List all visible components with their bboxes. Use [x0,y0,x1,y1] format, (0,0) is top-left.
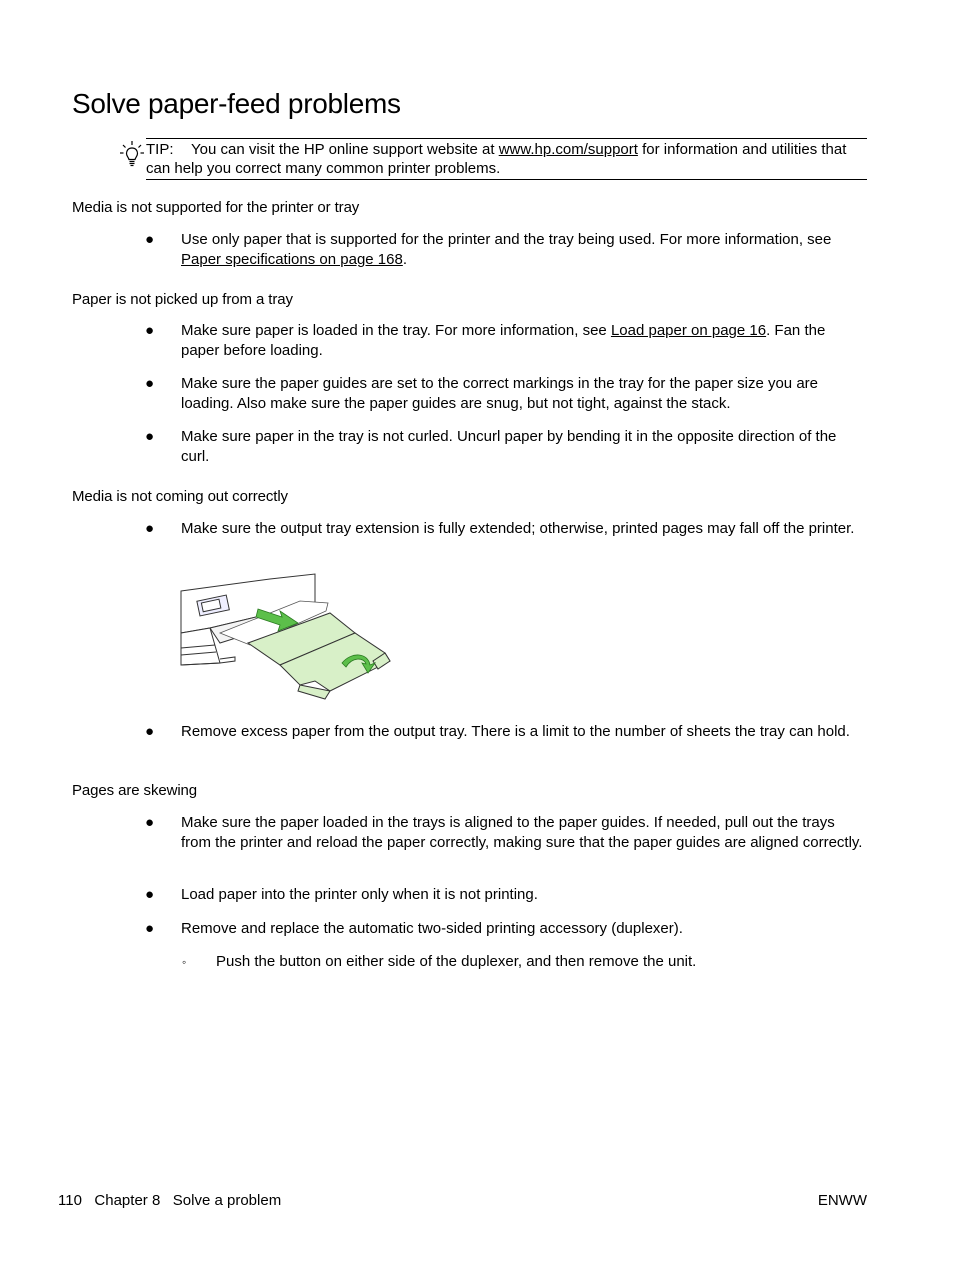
footer-enww: ENWW [817,1192,867,1209]
list-item: Remove and replace the automatic two-sided printing accessory (duplexer). [181,920,683,937]
tip-label: TIP: [146,141,174,158]
printer-output-tray-illustration [180,573,392,701]
bullet: ● [145,814,155,831]
list-item [181,230,867,269]
list-item: Load paper into the printer only when it is not printing. [181,886,538,903]
item-text: Use only paper that is supported for the printer and the tray being used. For more information, see [181,231,832,248]
page-title: Solve paper-feed problems [72,88,401,119]
paper-specifications-link[interactable]: Paper specifications on page 168 [181,250,403,268]
bullet: ● [145,520,155,537]
heading-skewing: Pages are skewing [72,782,198,799]
heading-media-not-supported: Media is not supported for the printer or tray [72,199,360,216]
item-text-end: . Fan the paper before loading. [181,322,826,359]
list-item: Make sure paper in the tray is not curled. Uncurl paper by bending it in the opposite direction of the curl. [181,428,837,465]
sub-list-item: Push the button on either side of the duplexer, and then remove the unit. [216,953,697,970]
tip-text-after: for information and utilities that can help you correct many common printer problems. [146,141,847,177]
bullet: ● [145,375,155,392]
tip-box [146,138,867,180]
heading-not-coming-out: Media is not coming out correctly [72,488,288,505]
item-text: Make sure paper is loaded in the tray. For more information, see [181,322,611,339]
bullet: ● [145,231,155,248]
list-item: Remove excess paper from the output tray. There is a limit to the number of sheets the tray can hold. [181,723,850,740]
heading-not-picked-up: Paper is not picked up from a tray [72,291,293,308]
footer-page-info: 110 Chapter 8 Solve a problem [58,1192,282,1209]
tip-text-before: You can visit the HP online support website at [191,141,499,158]
list-item: Make sure the output tray extension is fully extended; otherwise, printed pages may fall off the printer. [181,520,855,537]
load-paper-link[interactable]: Load paper on page 16 [610,322,767,339]
bullet: ● [145,920,155,937]
lightbulb-icon [119,140,145,168]
bullet: ● [145,723,155,740]
bullet: ● [145,322,155,339]
item-text-end: . [402,250,407,268]
support-link[interactable]: www.hp.com/support [498,141,638,158]
bullet: ● [145,886,155,903]
list-item: Make sure the paper guides are set to the correct markings in the tray for the paper size you are loading. Also make sure the paper guides are snug, but not tight, against the stack. [181,375,818,412]
list-item [181,321,867,360]
sub-bullet: ◦ [182,955,187,969]
bullet: ● [145,428,155,445]
list-item: Make sure the paper loaded in the trays is aligned to the paper guides. If needed, pull out the trays from the printer and reload the paper correctly, making sure that the paper guides are aligned correctly. [181,814,863,851]
